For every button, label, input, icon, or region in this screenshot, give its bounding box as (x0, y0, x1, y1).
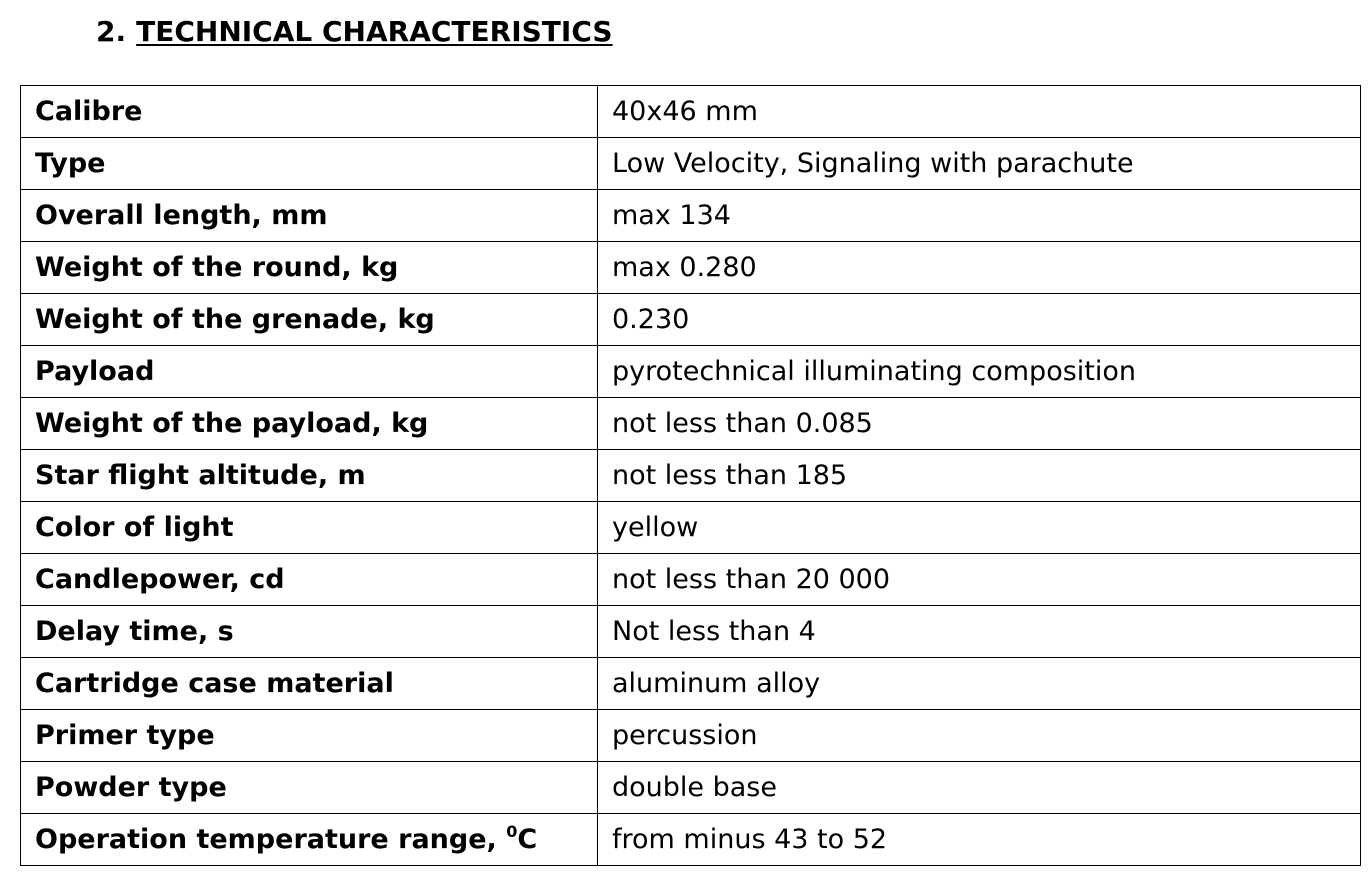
row-value: not less than 0.085 (598, 398, 1361, 450)
row-value: max 0.280 (598, 242, 1361, 294)
row-label: Candlepower, cd (21, 554, 598, 606)
table-row (21, 762, 1361, 814)
row-value: max 134 (598, 190, 1361, 242)
row-label: Delay time, s (21, 606, 598, 658)
table-row (21, 86, 1361, 138)
row-label: Color of light (21, 502, 598, 554)
table-row (21, 294, 1361, 346)
table-row (21, 502, 1361, 554)
row-label: Primer type (21, 710, 598, 762)
row-label: Weight of the payload, kg (21, 398, 598, 450)
row-value: Low Velocity, Signaling with parachute (598, 138, 1361, 190)
row-value: 40x46 mm (598, 86, 1361, 138)
table-row (21, 138, 1361, 190)
table-row (21, 554, 1361, 606)
row-value: percussion (598, 710, 1361, 762)
row-label-temperature (21, 814, 598, 866)
table-row (21, 710, 1361, 762)
row-label: Overall length, mm (21, 190, 598, 242)
row-value: not less than 185 (598, 450, 1361, 502)
table-row (21, 398, 1361, 450)
row-label: Cartridge case material (21, 658, 598, 710)
section-title: TECHNICAL CHARACTERISTICS (136, 15, 613, 48)
table-row (21, 450, 1361, 502)
row-value: Not less than 4 (598, 606, 1361, 658)
row-label: Calibre (21, 86, 598, 138)
row-label: Weight of the round, kg (21, 242, 598, 294)
row-label: Type (21, 138, 598, 190)
table-row (21, 190, 1361, 242)
table-row (21, 242, 1361, 294)
table-row (21, 814, 1361, 866)
section-number: 2. (96, 15, 127, 48)
technical-characteristics-table (20, 85, 1361, 866)
row-label: Star flight altitude, m (21, 450, 598, 502)
degree-superscript: 0 (506, 821, 518, 841)
row-value: pyrotechnical illuminating composition (598, 346, 1361, 398)
table-row (21, 606, 1361, 658)
row-value: double base (598, 762, 1361, 814)
row-value: from minus 43 to 52 (598, 814, 1361, 866)
row-value: yellow (598, 502, 1361, 554)
row-label-unit: C (517, 823, 538, 855)
row-label: Payload (21, 346, 598, 398)
row-value: not less than 20 000 (598, 554, 1361, 606)
row-label: Weight of the grenade, kg (21, 294, 598, 346)
row-value: aluminum alloy (598, 658, 1361, 710)
table-row (21, 346, 1361, 398)
table-row (21, 658, 1361, 710)
section-heading (96, 14, 613, 50)
row-label-text: Operation temperature range, (35, 823, 507, 855)
row-value: 0.230 (598, 294, 1361, 346)
row-label: Powder type (21, 762, 598, 814)
